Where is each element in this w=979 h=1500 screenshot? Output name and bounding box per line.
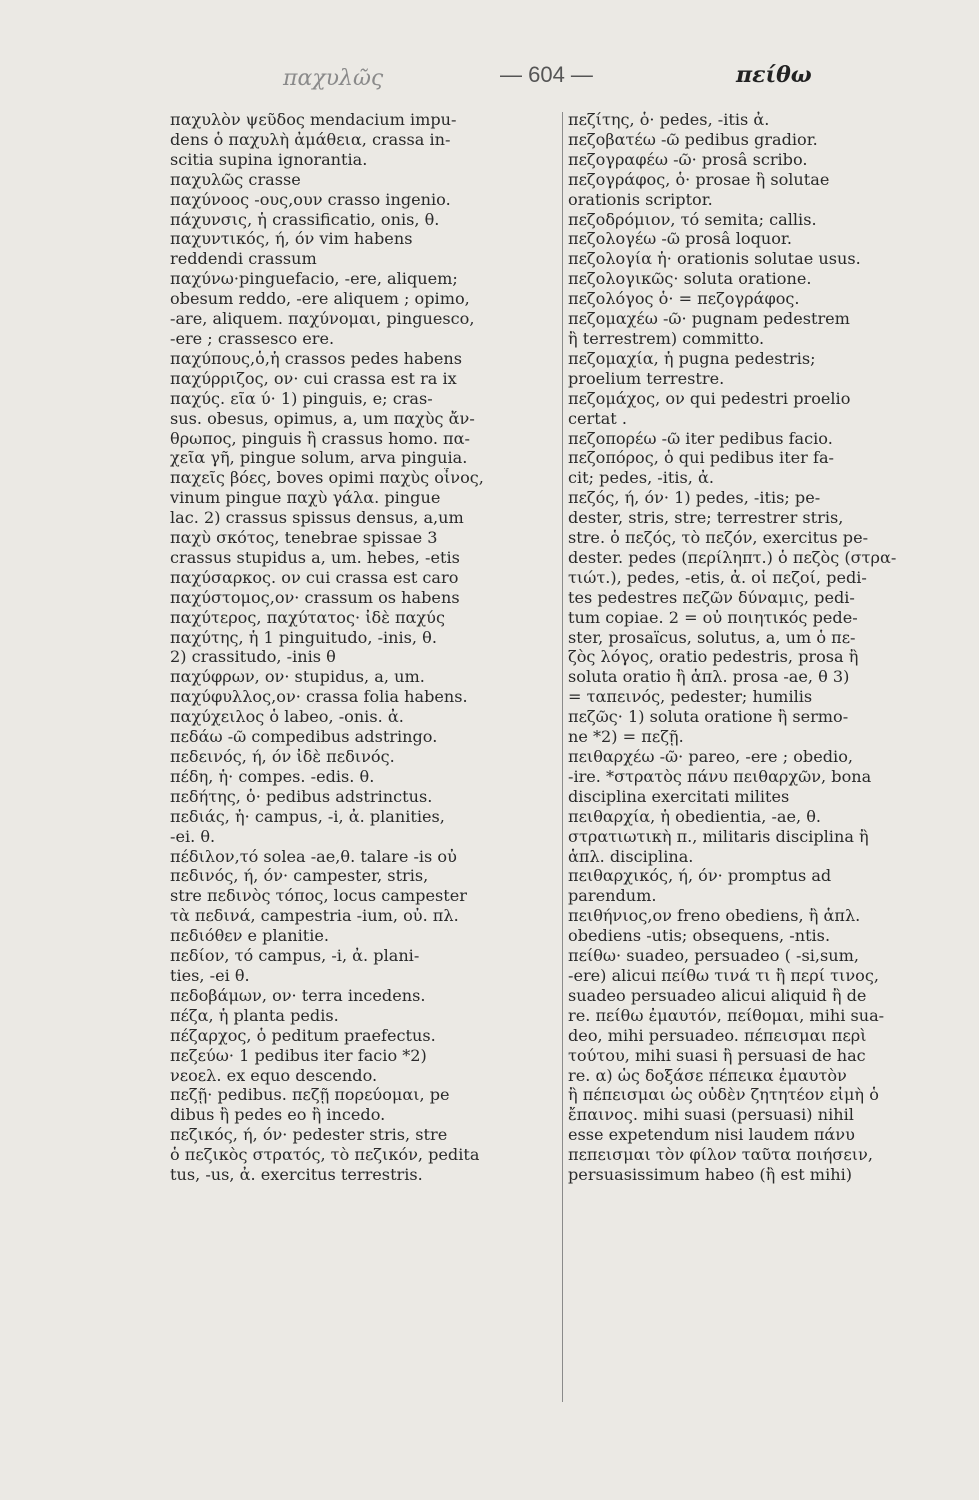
entry-line: obediens -utis; obsequens, -ntis.	[568, 926, 831, 946]
entry-line: στρατιωτικὴ π., militaris disciplina ἢ	[568, 826, 869, 846]
entry-line: πάχυνσις, ἡ crassificatio, onis, θ.	[170, 209, 440, 229]
entry-line: παχύνω·pinguefacio, -ere, aliquem;	[170, 269, 458, 289]
entry-line: πέδη, ἡ· compes. -edis. θ.	[170, 766, 375, 786]
entry-line: crassus stupidus a, um. hebes, -etis	[170, 547, 460, 567]
entry-line: παχύνοος -ους,ουν crasso ingenio.	[170, 189, 451, 209]
entry-line: ἔπαινος. mihi suasi (persuasi) nihil	[568, 1105, 854, 1125]
entry-line: παχύτερος, παχύτατος· ἰδὲ παχύς	[170, 607, 445, 627]
entry-line: dibus ἢ pedes eo ἢ incedo.	[170, 1105, 386, 1125]
entry-line: παχύσαρκος. ον cui crassa est caro	[170, 567, 459, 587]
entry-line: πεζῶς· 1) soluta oratione ἢ sermo-	[568, 707, 849, 727]
entry-line: πεπεισμαι τὸν φίλον ταῦτα ποιήσειν,	[568, 1145, 873, 1165]
entry-line: -are, aliquem. παχύνομαι, pinguesco,	[170, 309, 475, 329]
page-number: — 604 —	[500, 62, 593, 87]
entry-line: πεδιάς, ἡ· campus, -i, ἀ. planities,	[170, 806, 445, 826]
entry-line: παχύφρων, ον· stupidus, a, um.	[170, 667, 425, 687]
entry-line: πειθαρχικός, ή, όν· promptus ad	[568, 866, 832, 886]
entry-line: tus, -us, ἀ. exercitus terrestris.	[170, 1165, 423, 1185]
entry-line: παχύπους,ὁ,ἡ crassos pedes habens	[170, 348, 463, 368]
entry-line: παχύτης, ἡ 1 pinguitudo, -inis, θ.	[170, 627, 437, 647]
entry-line: πεδάω -ῶ compedibus adstringo.	[170, 727, 438, 747]
entry-line: parendum.	[568, 886, 657, 906]
entry-line: πεδοβάμων, ον· terra incedens.	[170, 985, 426, 1005]
entry-line: πεζομάχος, ον qui pedestri proelio	[568, 388, 851, 408]
entry-line: πεζῇ· pedibus. πεζῇ πορεύομαι, pe	[170, 1085, 450, 1105]
entry-line: νεοελ. ex equo descendo.	[170, 1065, 378, 1085]
entry-line: certat .	[568, 408, 627, 428]
entry-line: πέζαρχος, ὁ peditum praefectus.	[170, 1025, 436, 1045]
entry-line: ἢ πέπεισμαι ὡς οὐδὲν ζητητέον εἰμὴ ὁ	[568, 1085, 879, 1105]
entry-line: stre. ὁ πεζός, τὸ πεζόν, exercitus pe-	[568, 528, 869, 548]
entry-line: παχεῖς βόες, boves opimi παχὺς οἶνος,	[170, 468, 484, 488]
entry-line: persuasissimum habeo (ἢ est mihi)	[568, 1165, 853, 1185]
entry-line: παχὺ σκότος, tenebrae spissae 3	[170, 528, 438, 548]
entry-line: proelium terrestre.	[568, 368, 725, 388]
entry-line: πεζίτης, ὁ· pedes, -itis ἀ.	[568, 110, 770, 129]
entry-line: πειθαρχέω -ῶ· pareo, -ere ; obedio,	[568, 747, 854, 766]
entry-line: παχύφυλλος,ον· crassa folia habens.	[170, 687, 468, 707]
entry-line: deo, mihi persuadeo. πέπεισμαι περὶ	[568, 1025, 867, 1045]
entry-line: πεδεινός, ή, όν ἰδὲ πεδινός.	[170, 747, 395, 766]
entry-line: πεζομαχία, ἡ pugna pedestris;	[568, 348, 816, 368]
entry-line: re. α) ὡς δοξάσε πέπεικα ἐμαυτὸν	[568, 1065, 847, 1085]
entry-line: παχύς. εῖα ύ· 1) pinguis, e; cras-	[170, 388, 433, 408]
entry-line: τούτου, mihi suasi ἢ persuasi de hac	[568, 1045, 866, 1065]
entry-line: esse expetendum nisi laudem πάνυ	[568, 1125, 855, 1145]
entry-line: disciplina exercitati milites	[568, 786, 790, 806]
entry-line: cit; pedes, -itis, ἀ.	[568, 468, 714, 488]
entry-line: -ere ; crassesco ere.	[170, 328, 335, 348]
entry-line: παχύχειλος ὁ labeo, -onis. ἀ.	[170, 707, 404, 727]
entry-line: ἁπλ. disciplina.	[568, 846, 694, 866]
entry-line: vinum pingue παχὺ γάλα. pingue	[170, 488, 441, 508]
running-head-right: πείθω	[736, 62, 812, 88]
entry-line: πεζολογία ἡ· orationis solutae usus.	[568, 249, 861, 269]
entry-line: τὰ πεδινά, campestria -ium, οὐ. πλ.	[170, 906, 459, 926]
entry-line: πεζοπορέω -ῶ iter pedibus facio.	[568, 428, 833, 448]
entry-line: πεζομαχέω -ῶ· pugnam pedestrem	[568, 309, 850, 329]
entry-line: sus. obesus, opimus, a, um παχὺς ἄν-	[170, 408, 475, 428]
entry-line: παχύστομος,ον· crassum os habens	[170, 587, 460, 607]
entry-line: -ire. *στρατὸς πάνυ πειθαρχῶν, bona	[568, 766, 872, 786]
entry-line: -ei. θ.	[170, 826, 216, 846]
entry-line: dester. pedes (περίληπτ.) ὁ πεζὸς (στρα-	[568, 547, 897, 567]
running-head-left: παχυλῶς	[283, 66, 384, 91]
entry-line: πεζολογικῶς· soluta oratione.	[568, 269, 812, 289]
right-column	[568, 110, 950, 1185]
entry-line: obesum reddo, -ere aliquem ; opimo,	[170, 289, 470, 309]
entry-line: ne *2) = πεζῇ.	[568, 727, 684, 747]
entry-line: πεζοβατέω -ῶ pedibus gradior.	[568, 129, 818, 149]
entry-line: tes pedestres πεζῶν δύναμις, pedi-	[568, 587, 855, 607]
entry-line: -ere) alicui πείθω τινά τι ἢ περί τινος,	[568, 965, 879, 985]
entry-line: πεζογράφος, ὁ· prosae ἢ solutae	[568, 169, 830, 189]
entry-line: reddendi crassum	[170, 249, 317, 269]
entry-line: πεζικός, ή, όν· pedester stris, stre	[170, 1125, 448, 1145]
entry-line: πεζογραφέω -ῶ· prosâ scribo.	[568, 149, 808, 169]
entry-line: πεδινός, ή, όν· campester, stris,	[170, 866, 429, 886]
entry-line: παχυλῶς crasse	[170, 169, 301, 189]
entry-line: πεζολογέω -ῶ prosâ loquor.	[568, 229, 792, 249]
entry-line: orationis scriptor.	[568, 189, 713, 209]
entry-line: πεδίον, τό campus, -i, ἀ. plani-	[170, 946, 420, 966]
entry-line: πεζοδρόμιον, τό semita; callis.	[568, 209, 817, 229]
column-divider	[562, 112, 563, 1402]
entry-line: 2) crassitudo, -inis θ	[170, 647, 336, 667]
entry-line: παχύρριζος, ον· cui crassa est ra ix	[170, 368, 457, 388]
entry-line: dens ὁ παχυλὴ ἀμάθεια, crassa in-	[170, 129, 451, 149]
entry-line: scitia supina ignorantia.	[170, 149, 368, 169]
entry-line: τιώτ.), pedes, -etis, ἀ. οἱ πεζοί, pedi-	[568, 567, 867, 587]
entry-line: lac. 2) crassus spissus densus, a,um	[170, 508, 464, 528]
page-header	[0, 60, 979, 100]
entry-line: tum copiae. 2 = οὐ ποιητικός pede-	[568, 607, 858, 627]
entry-line: πεζολόγος ὁ· = πεζογράφος.	[568, 289, 800, 309]
entry-line: dester, stris, stre; terrestrer stris,	[568, 508, 844, 528]
left-column	[170, 110, 566, 1185]
entry-line: ὁ πεζικὸς στρατός, τὸ πεζικόν, pedita	[170, 1145, 480, 1165]
entry-line: πειθαρχία, ἡ obedientia, -ae, θ.	[568, 806, 822, 826]
entry-line: πεδήτης, ὁ· pedibus adstrinctus.	[170, 786, 433, 806]
entry-line: πεζοπόρος, ὁ qui pedibus iter fa-	[568, 448, 834, 468]
entry-line: χεῖα γῆ, pingue solum, arva pinguia.	[170, 448, 468, 468]
entry-line: πεδιόθεν e planitie.	[170, 926, 329, 946]
entry-line: ζὸς λόγος, oratio pedestris, prosa ἢ	[568, 647, 859, 667]
entry-line: ster, prosaïcus, solutus, a, um ὁ πε-	[568, 627, 856, 647]
entry-line: πεζεύω· 1 pedibus iter facio *2)	[170, 1045, 427, 1065]
entry-line: soluta oratio ἢ ἁπλ. prosa -ae, θ 3)	[568, 667, 850, 687]
entry-line: παχυντικός, ή, όν vim habens	[170, 229, 413, 249]
entry-line: ties, -ei θ.	[170, 965, 250, 985]
entry-line: = ταπεινός, pedester; humilis	[568, 687, 813, 707]
entry-line: πεζός, ή, όν· 1) pedes, -itis; pe-	[568, 488, 821, 508]
entry-line: πείθω· suadeo, persuadeo ( -si,sum,	[568, 946, 859, 966]
entry-line: πέδιλον,τό solea -ae,θ. talare -is οὐ	[170, 846, 457, 866]
entry-line: παχυλὸν ψεῦδος mendacium impu-	[170, 110, 457, 129]
entry-line: suadeo persuadeo alicui aliquid ἢ de	[568, 985, 867, 1005]
entry-line: πειθήνιος,ον freno obediens, ἢ ἁπλ.	[568, 906, 861, 926]
entry-line: ἢ terrestrem) committo.	[568, 328, 765, 348]
entry-line: re. πείθω ἐμαυτόν, πείθομαι, mihi sua-	[568, 1005, 885, 1025]
entry-line: πέζα, ἡ planta pedis.	[170, 1005, 339, 1025]
entry-line: θρωπος, pinguis ἢ crassus homo. πα-	[170, 428, 470, 448]
entry-line: stre πεδινὸς τόπος, locus campester	[170, 886, 467, 906]
